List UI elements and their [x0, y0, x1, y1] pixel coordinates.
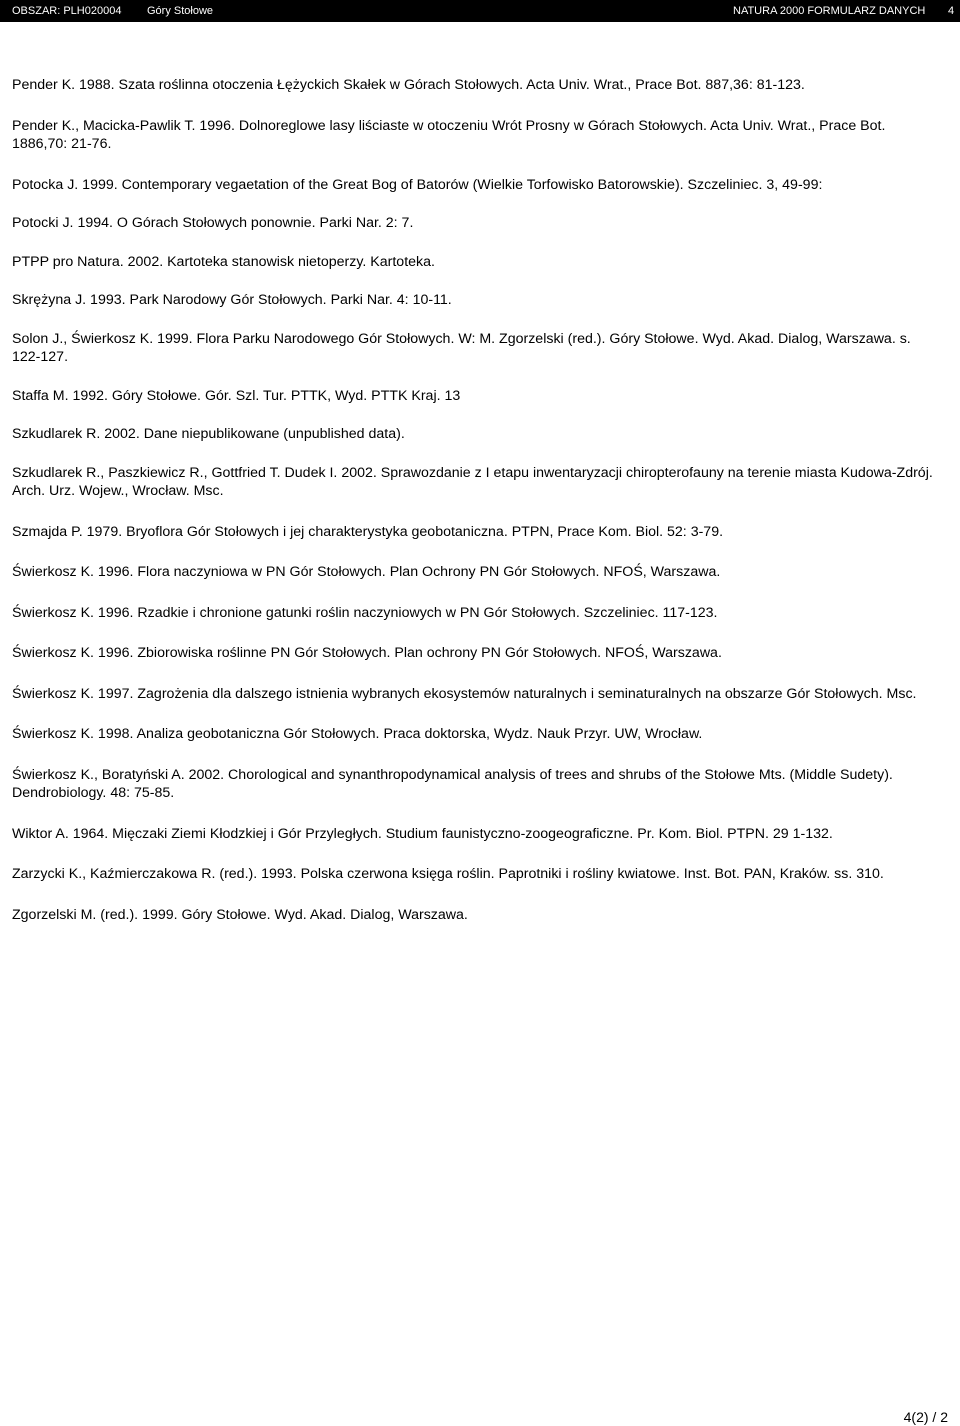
page-header-bar — [0, 0, 960, 22]
reference-entry: Staffa M. 1992. Góry Stołowe. Gór. Szl. Tur. PTTK, Wyd. PTTK Kraj. 13 — [12, 387, 461, 404]
reference-entry: Zgorzelski M. (red.). 1999. Góry Stołowe. Wyd. Akad. Dialog, Warszawa. — [12, 906, 468, 923]
reference-entry: Pender K. 1988. Szata roślinna otoczenia Łężyckich Skałek w Górach Stołowych. Acta Univ. Wrat., Prace Bot. 887,36: 81-123. — [12, 77, 805, 93]
reference-entry: Potocki J. 1994. O Górach Stołowych ponownie. Parki Nar. 2: 7. — [12, 215, 414, 231]
reference-entry: Potocka J. 1999. Contemporary vegaetation of the Great Bog of Batorów (Wielkie Torfowisko Batorowskie). Szczeliniec. 3, 49-99: — [12, 176, 823, 193]
reference-entry: Świerkosz K. 1997. Zagrożenia dla dalszego istnienia wybranych ekosystemów naturalnych i seminaturalnych na obszarze Gór Stołowych. Msc. — [12, 685, 917, 702]
reference-entry: Solon J., Świerkosz K. 1999. Flora Parku Narodowego Gór Stołowych. W: M. Zgorzelski (red.). Góry Stołowe. Wyd. Akad. Dialog, Warszawa. s. 122-127. — [12, 330, 911, 365]
reference-entry: Szkudlarek R. 2002. Dane niepublikowane (unpublished data). — [12, 426, 405, 442]
reference-entry: PTPP pro Natura. 2002. Kartoteka stanowisk nietoperzy. Kartoteka. — [12, 253, 435, 270]
reference-entry: Pender K., Macicka-Pawlik T. 1996. Dolnoreglowe lasy liściaste w otoczeniu Wrót Prosny w Górach Stołowych. Acta Univ. Wrat., Prace Bot. 1886,70: 21-76. — [12, 117, 886, 152]
reference-list — [12, 76, 937, 946]
reference-entry: Świerkosz K. 1998. Analiza geobotaniczna Gór Stołowych. Praca doktorska, Wydz. Nauk Przyr. UW, Wrocław. — [12, 726, 703, 742]
reference-entry: Wiktor A. 1964. Mięczaki Ziemi Kłodzkiej i Gór Przyległych. Studium faunistyczno-zoogeograficzne. Pr. Kom. Biol. PTPN. 29 1-132. — [12, 825, 833, 842]
reference-entry: Świerkosz K., Boratyński A. 2002. Chorological and synanthropodynamical analysis of trees and shrubs of the Stołowe Mts. (Middle Sudety). Dendrobiology. 48: 75-85. — [12, 766, 893, 801]
form-title: NATURA 2000 FORMULARZ DANYCH — [733, 5, 926, 17]
reference-entry: Szmajda P. 1979. Bryoflora Gór Stołowych i jej charakterystyka geobotaniczna. PTPN, Prace Kom. Biol. 52: 3-79. — [12, 523, 724, 540]
reference-entry: Szkudlarek R., Paszkiewicz R., Gottfried T. Dudek I. 2002. Sprawozdanie z I etapu inwentaryzacji chiropterofauny na terenie miasta Kudowa-Zdrój. Arch. Urz. Wojew., Wrocław. Msc. — [12, 464, 933, 499]
header-page-number: 4 — [948, 5, 955, 17]
area-code: OBSZAR: PLH020004 — [12, 5, 122, 17]
reference-entry: Zarzycki K., Kaźmierczakowa R. (red.). 1993. Polska czerwona księga roślin. Paprotniki i rośliny kwiatowe. Inst. Bot. PAN, Kraków. ss. 310. — [12, 866, 884, 882]
page-indicator: 4(2) / 2 — [903, 1409, 948, 1425]
reference-entry: Skrężyna J. 1993. Park Narodowy Gór Stołowych. Parki Nar. 4: 10-11. — [12, 292, 452, 308]
site-name: Góry Stołowe — [147, 5, 214, 17]
reference-entry: Świerkosz K. 1996. Zbiorowiska roślinne PN Gór Stołowych. Plan ochrony PN Gór Stołowych. NFOŚ, Warszawa. — [12, 645, 722, 661]
reference-entry: Świerkosz K. 1996. Flora naczyniowa w PN Gór Stołowych. Plan Ochrony PN Gór Stołowych. NFOŚ, Warszawa. — [12, 564, 721, 580]
reference-entry: Świerkosz K. 1996. Rzadkie i chronione gatunki roślin naczyniowych w PN Gór Stołowych. Szczeliniec. 117-123. — [12, 604, 718, 621]
